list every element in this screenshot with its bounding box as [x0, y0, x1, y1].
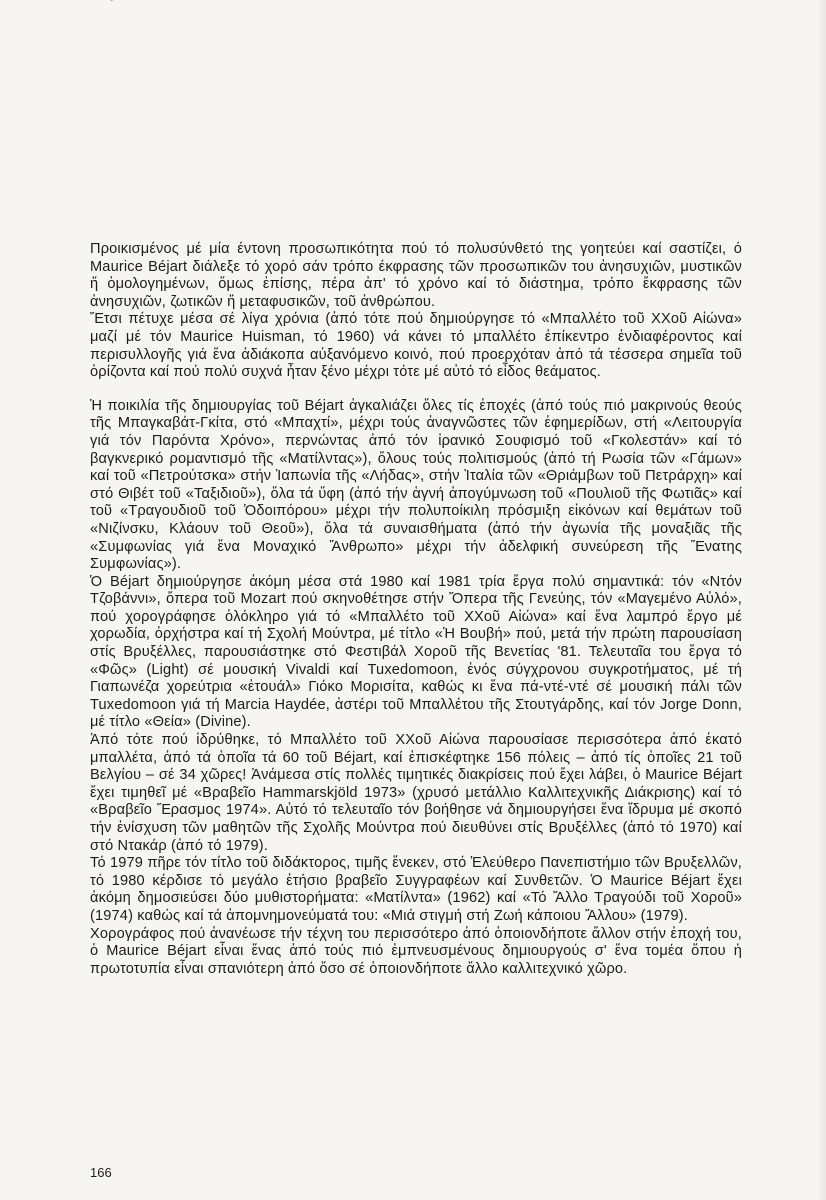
paragraph-5: Ἀπό τότε πού ἱδρύθηκε, τό Μπαλλέτο τοῦ ΧΧοῦ Αἰώνα παρουσίασε περισσότερα ἀπό ἑκατό μπαλλέτα, ἀπό τά ὁποῖα τά 60 τοῦ Béjart, καί ἐπισκέφτηκε 156 πόλεις – ἀπό τίς ὁποῖες 21 τοῦ Βελγίου – σέ 34 χῶρες! Ἀνάμεσα στίς πολλές τιμητικές διακρίσεις πού ἔχει λάβει, ὁ Maurice Béjart ἔχει τιμηθεῖ μέ «Βραβεῖο Hammarskjöld 1973» (χρυσό μετάλλιο Καλλιτεχνικῆς Διάκρισης) καί τό «Βραβεῖο Ἔρασμος 1974». Αὐτό τό τελευταῖο τόν βοήθησε νά δημιουργήσει ἕνα ἵδρυμα μέ σκοπό τήν ἐνίσχυση τῶν μαθητῶν τῆς Σχολῆς Μούντρα πού διευθύνει στίς Βρυξέλλες (ἀπό τό 1970) καί στό Ντακάρ (ἀπό τό 1979).	[90, 732, 742, 854]
paragraph-2: Ἔτσι πέτυχε μέσα σέ λίγα χρόνια (ἀπό τότε πού δημιούργησε τό «Μπαλλέτο τοῦ ΧΧοῦ Αἰώνα» μαζί μέ τόν Maurice Huisman, τό 1960) νά κάνει τό μπαλλέτο ἐπίκεντρο ἐνδιαφέροντος καί περισυλλογῆς γιά ἕνα ἀδιάκοπα αὐξανόμενο κοινό, πού προερχόταν ἀπό τά τέσσερα σημεῖα τοῦ ὁρίζοντα καί πού πολύ συχνά ἦταν ξένο μέχρι τότε μέ αὐτό τό εἶδος θεάματος.	[90, 311, 742, 381]
article-body	[90, 241, 742, 978]
page-edge-shadow	[818, 0, 826, 1200]
paragraph-7: Χορογράφος πού ἀνανέωσε τήν τέχνη του περισσότερο ἀπό ὁποιονδήποτε ἄλλον στήν ἐποχή του, ὁ Maurice Béjart εἶναι ἕνας ἀπό τούς πιό ἐμπνευσμένους δημιουργούς σ' ἕνα τομέα ὅπου ἡ πρωτοτυπία εἶναι σπανιότερη ἀπό ὅσο σέ ὁποιονδήποτε ἄλλο καλλιτεχνικό χῶρο.	[90, 925, 742, 977]
paragraph-1: Προικισμένος μέ μία έντονη προσωπικότητα πού τό πολυσύνθετό της γοητεύει καί σαστίζει, ό Maurice Béjart διάλεξε τό χορό σάν τρόπο έκφρασης τῶν προσωπικῶν του ἀνησυχιῶν, μυστικῶν ἤ ὁμολογημένων, ὅμως ἐπίσης, πέρα ἀπ' τό χρόνο καί τό διάστημα, τρόπο ἔκφρασης τῶν ἀνησυχιῶν, ζωτικῶν ἤ μεταφυσικῶν, τοῦ ἀνθρώπου.	[90, 241, 742, 310]
scan-speck: ˇ	[110, 0, 114, 10]
paragraph-6: Τό 1979 πῆρε τόν τίτλο τοῦ διδάκτορος, τιμῆς ἕνεκεν, στό Ἐλεύθερο Πανεπιστήμιο τῶν Βρυξελλῶν, τό 1980 κέρδισε τό μεγάλο ἐτήσιο βραβεῖο Συγγραφέων καί Συνθετῶν. Ὁ Maurice Béjart ἔχει ἀκόμη δημοσιεύσει δύο μυθιστορήματα: «Ματίλντα» (1962) καί «Τό Ἄλλο Τραγούδι τοῦ Χοροῦ» (1974) καθώς καί τά ἀπομνημονεύματά του: «Μιά στιγμή στή Ζωή κάποιου Ἄλλου» (1979).	[90, 855, 742, 924]
paragraph-4: Ὁ Béjart δημιούργησε ἀκόμη μέσα στά 1980 καί 1981 τρία ἔργα πολύ σημαντικά: τόν «Ντόν Τζοβάννι», ὄπερα τοῦ Mozart πού σκηνοθέτησε στήν Ὄπερα τῆς Γενεύης, τόν «Μαγεμένο Αὐλό», πού χορογράφησε ὁλόκληρο γιά τό «Μπαλλέτο τοῦ ΧΧοῦ Αἰώνα» καί ἕνα λαμπρό ἔργο μέ χορωδία, ὀρχήστρα καί τή Σχολή Μούντρα, μέ τίτλο «Ἡ Βουβή» πού, μετά τήν πρώτη παρουσίαση στίς Βρυξέλλες, παρουσιάστηκε στό Φεστιβάλ Χοροῦ τῆς Βενετίας '81. Τελευταῖα του ἔργα τό «Φῶς» (Light) σέ μουσική Vivaldi καί Tuxedomoon, ἑνός σύγχρονου συγκροτήματος, μέ τή Γιαπωνέζα χορεύτρια «ἐτουάλ» Γιόκο Μορισίτα, καθώς κι ἕνα πά-ντέ-ντέ σέ μουσική πάλι τῶν Tuxedomoon γιά τή Marcia Haydée, ἀστέρι τοῦ Μπαλλέτου τῆς Στουτγάρδης, καί τόν Jorge Donn, μέ τίτλο «Θεία» (Divine).	[90, 573, 742, 731]
paragraph-3: Ἡ ποικιλία τῆς δημιουργίας τοῦ Béjart ἀγκαλιάζει ὅλες τίς ἐποχές (ἀπό τούς πιό μακρινούς θεούς τῆς Μπαγκαβάτ-Γκίτα, στό «Μπαχτί», μέχρι τούς ἀναγνῶστες τῶν ἐφημερίδων, στή «Λειτουργία γιά τόν Παρόντα Χρόνο», περνώντας ἀπό τόν ἰρανικό Σουφισμό τοῦ «Γκολεστάν» καί τό βαγκνερικό ρομαντισμό τῆς «Ματίλντας»), ὅλους τούς πολιτισμούς (ἀπό τή Ρωσία τῶν «Γάμων» καί τοῦ «Πετρούτσκα» στήν Ἰαπωνία τῆς «Λήδας», στήν Ἰταλία τῶν «Θριάμβων τοῦ Πετράρχη» καί στό Θιβέτ τοῦ «Ταξιδιοῦ»), ὅλα τά ὕφη (ἀπό τήν ἁγνή ἀπογύμνωση τοῦ «Πουλιοῦ τῆς Φωτιᾶς» καί τοῦ «Τραγουδιοῦ τοῦ Ὁδοιπόρου» μέχρι τήν πολυποίκιλη πρόσμιξη εἰκόνων καί θεμάτων τοῦ «Νιζίνσκυ, Κλάουν τοῦ Θεοῦ»), ὅλα τά συναισθήματα (ἀπό τήν ἀγωνία τῆς μοναξιᾶς τῆς «Συμφωνίας γιά ἕνα Μοναχικό Ἄνθρωπο» μέχρι τήν ἀδελφική συνεύρεση τῆς Ἔνατης Συμφωνίας»).	[90, 397, 742, 573]
page-number: 166	[90, 1165, 112, 1180]
